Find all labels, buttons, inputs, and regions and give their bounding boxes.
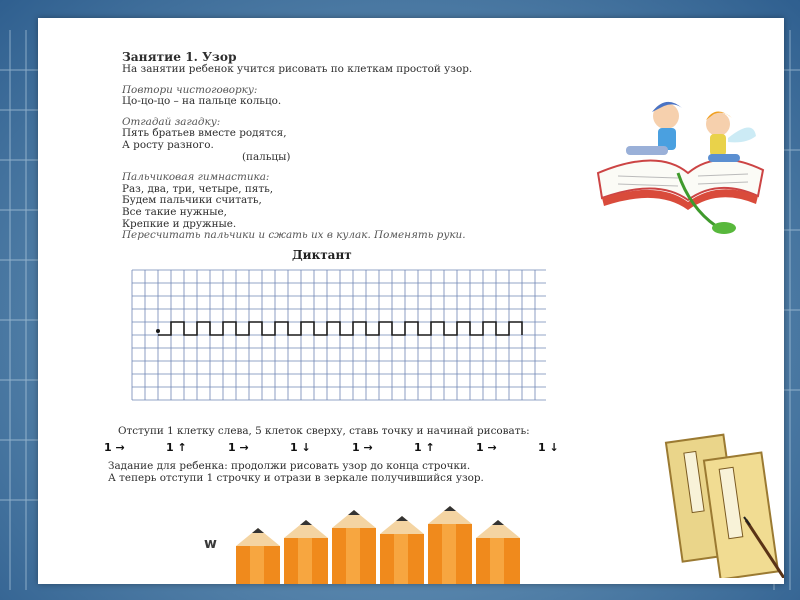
arrow-down-icon: ↓ — [301, 441, 311, 454]
arrow-right-icon: → — [239, 441, 249, 454]
task-text — [108, 460, 484, 484]
tongue-twister: Цо-цо-цо – на пальце кольцо. — [122, 95, 282, 108]
sequence-count: 1 — [414, 441, 422, 454]
gymnastics-line: Будем пальчики считать, — [122, 194, 262, 207]
task-line: Задание для ребенка: продолжи рисовать узор до конца строчки. — [108, 460, 471, 472]
dictation-grid — [122, 268, 546, 410]
arrow-up-icon: ↑ — [177, 441, 187, 454]
children-on-book-illustration — [578, 78, 768, 238]
dictation-title: Диктант — [292, 248, 352, 262]
pencil — [284, 520, 328, 584]
tongue-twister-heading: Повтори чистоговорку: — [122, 83, 258, 96]
gymnastics-line: Крепкие и дружные. — [122, 217, 237, 230]
arrow-right-icon: → — [363, 441, 373, 454]
sequence-count: 1 — [476, 441, 484, 454]
sequence-count: 1 — [538, 441, 546, 454]
sequence-count: 1 — [352, 441, 360, 454]
pencil — [332, 510, 376, 584]
pencil — [236, 528, 280, 584]
gymnastics-heading: Пальчиковая гимнастика: — [122, 171, 270, 184]
gymnastics-instruction: Пересчитать пальчики и сжать их в кулак. Поменять руки. — [122, 229, 466, 242]
dictation-instruction: Отступи 1 клетку слева, 5 клеток сверху, ставь точку и начинай рисовать: — [118, 425, 530, 437]
gymnastics-line: Все такие нужные, — [122, 205, 227, 218]
old-books-illustration — [664, 418, 784, 578]
lesson-text — [122, 50, 592, 242]
lesson-title: Занятие 1. Узор — [122, 50, 237, 64]
task-line: А теперь отступи 1 строчку и отрази в зеркале получившийся узор. — [108, 472, 484, 484]
riddle-line: Пять братьев вместе родятся, — [122, 127, 287, 140]
arrow-right-icon: → — [487, 441, 497, 454]
sequence-count: 1 — [166, 441, 174, 454]
arrow-up-icon: ↑ — [425, 441, 435, 454]
arrow-right-icon: → — [115, 441, 125, 454]
riddle-heading: Отгадай загадку: — [122, 115, 221, 128]
start-dot — [156, 329, 160, 333]
sequence-count: 1 — [290, 441, 298, 454]
riddle-answer: (пальцы) — [242, 150, 291, 163]
sequence-count: 1 — [104, 441, 112, 454]
pencils-illustration — [234, 506, 524, 584]
pencil — [476, 520, 520, 584]
pencil — [428, 506, 472, 584]
pattern-line — [158, 322, 522, 335]
riddle-line: А росту разного. — [122, 138, 214, 151]
arrow-down-icon: ↓ — [549, 441, 559, 454]
left-grid-decoration — [0, 0, 40, 600]
pencil — [380, 516, 424, 584]
gymnastics-line: Раз, два, три, четыре, пять, — [122, 182, 274, 195]
slide — [38, 18, 784, 584]
sequence-count: 1 — [228, 441, 236, 454]
lesson-intro: На занятии ребенок учится рисовать по клеткам простой узор. — [122, 63, 473, 75]
watermark: w — [204, 536, 216, 552]
